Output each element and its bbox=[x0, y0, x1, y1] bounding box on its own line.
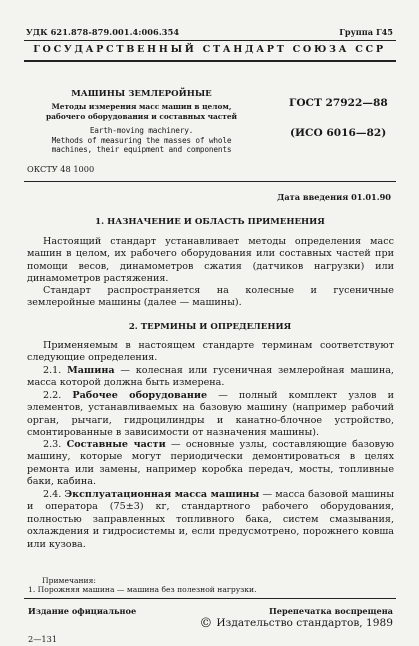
header-rule-top bbox=[24, 40, 396, 41]
definition-term: Эксплуатационная масса машины bbox=[64, 489, 260, 500]
definition-item: 2.4. Эксплуатационная масса машины — масса базовой машины и оператора (75±3) кг, стандартного рабочего оборудования, полностью заправленных топливного бака, систем смазывания, охлаждения и гидросистемы и, если предусмотрено, порожнего ковша или кузова. bbox=[27, 489, 394, 550]
definition-item: 2.2. Рабочее оборудование — полный комплект узлов и элементов, устанавливаемых на базовую машину (например рабочий орган, рычаги, гидроцилиндры и канатно-блочное устройство, смонтированные в зависимости от назначения машины). bbox=[27, 390, 394, 439]
english-title-line: Earth-moving machinery. bbox=[89, 126, 194, 135]
section-1-paragraph: Настоящий стандарт устанавливает методы определения масс машин в целом, их рабочего оборудования или составных частей при помощи весов, динамометров сжатия (датчиков нагрузки) или динамометров растяжения. bbox=[27, 236, 394, 285]
footer-rule bbox=[24, 598, 396, 599]
notes-title: Примечания: bbox=[42, 576, 96, 585]
section-1-heading: 1. НАЗНАЧЕНИЕ И ОБЛАСТЬ ПРИМЕНЕНИЯ bbox=[95, 217, 325, 227]
definition-item: 2.3. Составные части — основные узлы, составляющие базовую машину, которые могут периодически демонтироваться в целях ремонта или замены, например коробка передач, мосты, топливные баки, кабина. bbox=[27, 439, 394, 488]
standard-title: МАШИНЫ ЗЕМЛЕРОЙНЫЕ bbox=[71, 89, 212, 99]
reprint-notice: Перепечатка воспрещена bbox=[269, 606, 393, 616]
header-rule-bottom bbox=[24, 60, 396, 62]
definition-item: 2.1. Машина — колесная или гусеничная землеройная машина, масса которой должна быть измерена. bbox=[27, 365, 394, 389]
standard-subtitle bbox=[24, 102, 259, 121]
definition-term: Составные части bbox=[66, 439, 166, 450]
copyright-icon: © bbox=[199, 616, 213, 631]
page-code: 2—131 bbox=[28, 634, 58, 644]
section-1-paragraph: Стандарт распространяется на колесные и гусеничные землеройные машины (далее — машины). bbox=[27, 285, 394, 309]
definition-term: Машина bbox=[67, 365, 115, 376]
okstu-code: ОКСТУ 48 1000 bbox=[27, 164, 95, 174]
organization-header: ГОСУДАРСТВЕННЫЙ СТАНДАРТ СОЮЗА ССР bbox=[33, 44, 386, 55]
section-2-intro: Применяемым в настоящем стандарте терминам соответствуют следующие определения. bbox=[27, 340, 394, 364]
english-title-line: Methods of measuring the masses of whole bbox=[51, 135, 232, 145]
subtitle-line: Методы измерения масс машин в целом, bbox=[51, 102, 232, 111]
subtitle-line: рабочего оборудования и составных частей bbox=[45, 111, 238, 121]
introduction-date: Дата введения 01.01.90 bbox=[277, 192, 391, 202]
section-2-heading: 2. ТЕРМИНЫ И ОПРЕДЕЛЕНИЯ bbox=[128, 322, 292, 332]
gost-number: ГОСТ 27922—88 bbox=[289, 97, 388, 109]
note-item: 1. Порожняя машина — машина без полезной нагрузки. bbox=[28, 585, 257, 594]
iso-number: (ИСО 6016—82) bbox=[290, 127, 387, 139]
title-rule bbox=[24, 181, 396, 182]
definition-term: Рабочее оборудование bbox=[72, 390, 208, 401]
udk-code: УДК 621.878-879.001.4:006.354 bbox=[26, 27, 180, 37]
group-code: Группа Г45 bbox=[339, 27, 393, 37]
copyright: © Издательство стандартов, 1989 bbox=[199, 616, 393, 631]
edition-label: Издание официальное bbox=[28, 606, 137, 616]
english-title bbox=[24, 126, 259, 155]
english-title-line: machines, their equipment and components bbox=[51, 145, 232, 155]
